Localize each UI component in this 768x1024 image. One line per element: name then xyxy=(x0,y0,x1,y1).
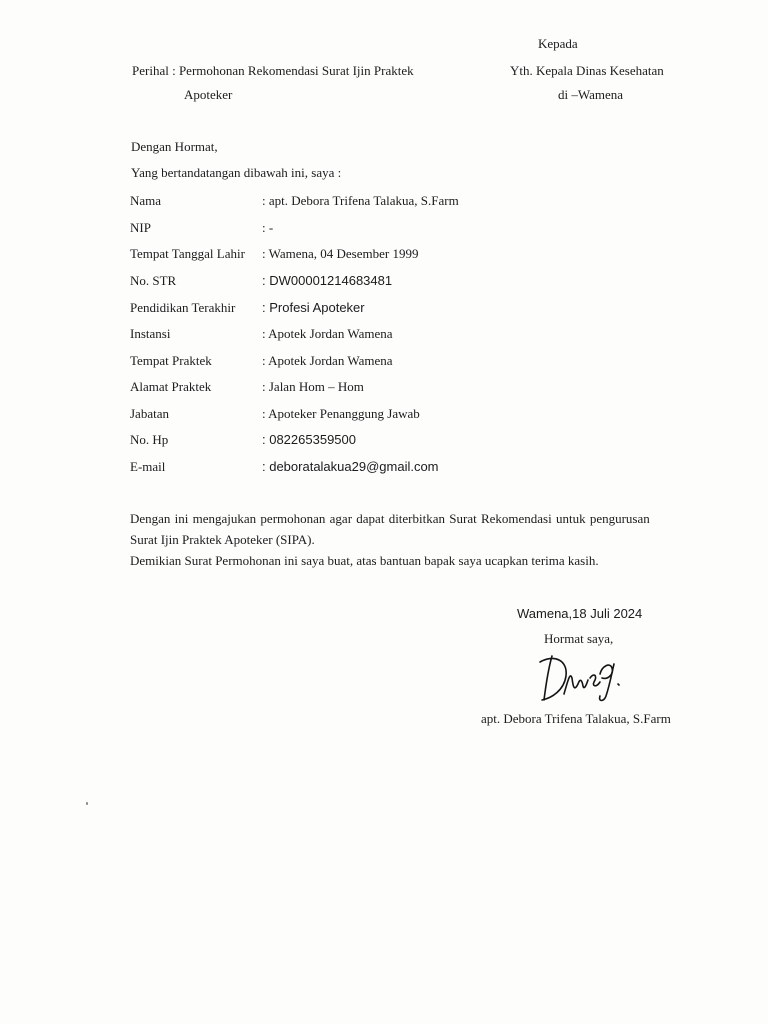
letter-body xyxy=(130,508,688,571)
field-value: : Profesi Apoteker xyxy=(262,300,365,315)
field-label: E-mail xyxy=(130,459,166,474)
request-paragraph-line1: Dengan ini mengajukan permohonan agar dapat diterbitkan Surat Rekomendasi untuk pengurusan xyxy=(130,511,650,526)
intro-text: Yang bertandatangan dibawah ini, saya : xyxy=(131,165,342,180)
field-label: Jabatan xyxy=(130,406,169,421)
field-value: : Apoteker Penanggung Jawab xyxy=(262,406,420,421)
place-date: Wamena,18 Juli 2024 xyxy=(517,606,643,621)
subject-continuation: Apoteker xyxy=(184,87,233,102)
closing-paragraph: Demikian Surat Permohonan ini saya buat, atas bantuan bapak saya ucapkan terima kasih. xyxy=(130,553,599,568)
signature-image xyxy=(538,650,630,706)
field-label: No. STR xyxy=(130,273,177,288)
greeting: Dengan Hormat, xyxy=(131,139,218,154)
recipient-kepada: Kepada xyxy=(538,36,578,51)
field-value: : Wamena, 04 Desember 1999 xyxy=(262,246,419,261)
field-value: : Apotek Jordan Wamena xyxy=(262,353,393,368)
recipient-title: Yth. Kepala Dinas Kesehatan xyxy=(510,63,664,78)
field-value: : DW00001214683481 xyxy=(262,273,393,288)
recipient-location: di –Wamena xyxy=(558,87,624,102)
paper-speck xyxy=(86,802,88,805)
request-paragraph-line2: Surat Ijin Praktek Apoteker (SIPA). xyxy=(130,532,315,547)
field-value: : 082265359500 xyxy=(262,432,356,447)
field-value: : Apotek Jordan Wamena xyxy=(262,326,393,341)
closing-salutation: Hormat saya, xyxy=(544,631,614,646)
signatory-name: apt. Debora Trifena Talakua, S.Farm xyxy=(481,711,671,726)
field-value: : apt. Debora Trifena Talakua, S.Farm xyxy=(262,193,459,208)
field-value: : Jalan Hom – Hom xyxy=(262,379,364,394)
subject-text: Permohonan Rekomendasi Surat Ijin Praktek xyxy=(178,63,414,78)
field-value: : deboratalakua29@gmail.com xyxy=(262,459,439,474)
field-value: : - xyxy=(262,220,274,235)
subject-line xyxy=(132,63,414,79)
field-label: Tempat Praktek xyxy=(130,353,212,368)
field-label: Tempat Tanggal Lahir xyxy=(130,246,245,261)
field-label: Pendidikan Terakhir xyxy=(130,300,236,315)
subject-label: Perihal : xyxy=(132,63,179,78)
field-label: Nama xyxy=(130,193,162,208)
field-label: NIP xyxy=(130,220,151,235)
field-label: No. Hp xyxy=(130,432,169,447)
field-label: Instansi xyxy=(130,326,171,341)
field-label: Alamat Praktek xyxy=(130,379,212,394)
